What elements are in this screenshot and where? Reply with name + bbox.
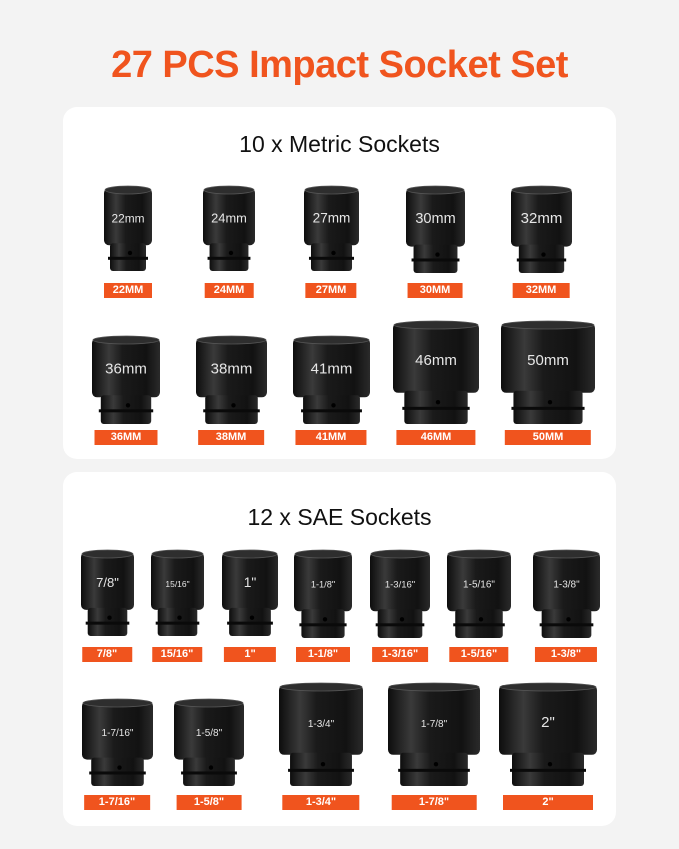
socket-size-engraving: 7/8" [95,574,119,590]
socket-size-engraving: 1-5/8" [195,728,223,740]
sae-socket [221,549,279,636]
socket-size-engraving: 50mm [527,352,569,370]
sae-socket [173,698,245,786]
socket-size-engraving: 1-7/16" [101,728,133,740]
sae-socket [369,549,431,638]
socket-size-engraving: 1-7/8" [420,719,448,731]
sae-size-tag: 1-5/8" [177,795,242,810]
sae-socket [387,682,481,786]
sae-size-tag: 1-3/16" [372,647,428,662]
metric-socket [303,185,360,271]
metric-socket [202,185,256,271]
sae-socket [81,698,154,786]
socket-body-image [278,682,364,786]
socket-body-image [91,335,161,424]
socket-size-engraving: 38mm [210,360,252,378]
socket-body-image [532,549,601,638]
metric-socket [405,185,466,273]
socket-body-image [150,549,205,636]
socket-body-image [498,682,598,786]
socket-size-engraving: 1-1/8" [310,579,336,590]
socket-size-engraving: 41mm [310,360,352,378]
socket-body-image [103,185,153,271]
metric-size-tag: 32MM [513,283,570,298]
socket-body-image [81,698,154,786]
socket-size-engraving: 1-3/16" [384,579,416,591]
sae-size-tag: 1-1/8" [296,647,350,662]
socket-body-image [202,185,256,271]
sae-size-tag: 7/8" [82,647,132,662]
sae-size-tag: 1-7/16" [84,795,150,810]
metric-size-tag: 30MM [408,283,463,298]
page-title: 27 PCS Impact Socket Set [111,44,568,86]
metric-size-tag: 46MM [396,430,475,445]
metric-socket [392,320,480,424]
socket-body-image [510,185,573,273]
sae-socket [446,549,512,638]
socket-body-image [80,549,135,636]
socket-size-engraving: 1-3/4" [307,719,335,731]
socket-body-image [173,698,245,786]
socket-size-engraving: 1" [243,574,257,590]
metric-size-tag: 36MM [95,430,158,445]
socket-size-engraving: 2" [541,714,555,732]
sae-socket [80,549,135,636]
metric-socket [500,320,596,424]
socket-body-image [405,185,466,273]
socket-body-image [293,549,353,638]
socket-body-image [303,185,360,271]
socket-size-engraving: 36mm [105,360,147,378]
socket-size-engraving: 22mm [111,211,145,226]
metric-size-tag: 24MM [205,283,254,298]
metric-size-tag: 41MM [295,430,366,445]
socket-body-image [221,549,279,636]
metric-socket [292,335,371,424]
socket-body-image [446,549,512,638]
sae-size-tag: 1-7/8" [392,795,477,810]
metric-size-tag: 38MM [198,430,264,445]
metric-socket [510,185,573,273]
sae-size-tag: 1" [224,647,276,662]
socket-size-engraving: 1-5/16" [463,579,495,591]
sae-socket [278,682,364,786]
sae-size-tag: 1-3/8" [535,647,597,662]
socket-size-engraving: 30mm [414,211,456,228]
sae-socket [532,549,601,638]
metric-size-tag: 27MM [305,283,356,298]
metric-size-tag: 22MM [104,283,152,298]
metric-size-tag: 50MM [505,430,591,445]
socket-body-image [392,320,480,424]
socket-body-image [195,335,268,424]
sae-socket [150,549,205,636]
sae-socket [293,549,353,638]
socket-size-engraving: 1-3/8" [552,579,580,591]
sae-socket [498,682,598,786]
sae-size-tag: 2" [503,795,593,810]
socket-body-image [500,320,596,424]
socket-size-engraving: 46mm [415,352,457,370]
sae-size-tag: 1-3/4" [282,795,359,810]
socket-size-engraving: 27mm [312,210,350,226]
socket-body-image [292,335,371,424]
metric-socket [91,335,161,424]
socket-body-image [387,682,481,786]
metric-socket [103,185,153,271]
sae-heading: 12 x SAE Sockets [247,504,432,530]
sae-size-tag: 15/16" [152,647,202,662]
socket-size-engraving: 15/16" [164,578,190,589]
socket-body-image [369,549,431,638]
metric-heading: 10 x Metric Sockets [239,131,440,157]
socket-size-engraving: 32mm [520,210,562,228]
metric-socket [195,335,268,424]
socket-size-engraving: 24mm [211,210,247,226]
sae-size-tag: 1-5/16" [449,647,508,662]
